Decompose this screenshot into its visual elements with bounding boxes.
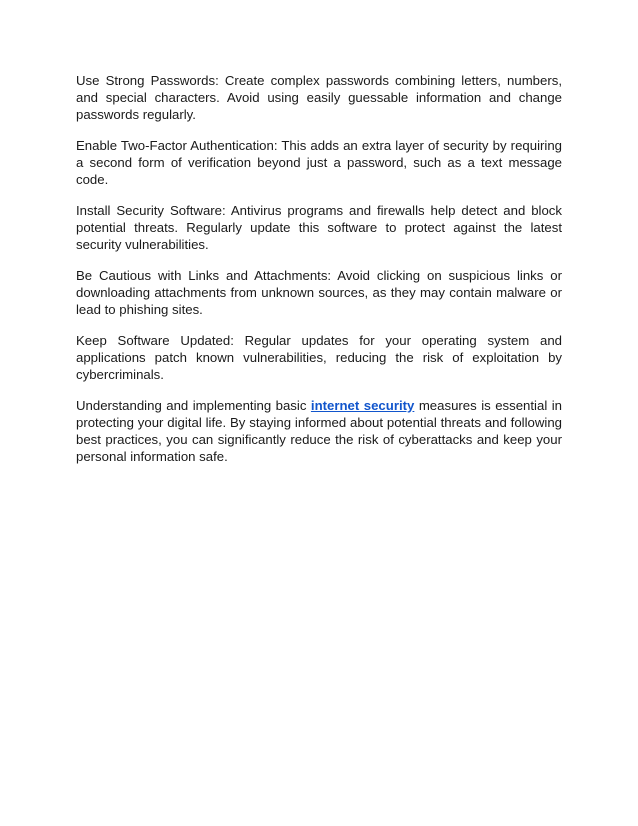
paragraph-links-attachments: Be Cautious with Links and Attachments: Avoid clicking on suspicious links or downloading attachments from unknown sources, as they may contain malware or lead to phishing sites.	[76, 268, 562, 317]
document-body	[76, 72, 562, 479]
paragraph-strong-passwords: Use Strong Passwords: Create complex passwords combining letters, numbers, and special characters. Avoid using easily guessable information and change passwords regularly.	[76, 73, 562, 122]
paragraph-conclusion	[76, 397, 562, 465]
paragraph-software-updates: Keep Software Updated: Regular updates for your operating system and applications patch known vulnerabilities, reducing the risk of exploitation by cybercriminals.	[76, 333, 562, 382]
conclusion-text-before-link: Understanding and implementing basic	[76, 398, 311, 413]
conclusion-text-after-link: measures is essential in protecting your digital life. By staying informed about potential threats and following best practices, you can significantly reduce the risk of cyberattacks and keep your personal information safe.	[76, 398, 562, 464]
internet-security-link[interactable]: internet security	[310, 398, 415, 413]
paragraph-two-factor-auth: Enable Two-Factor Authentication: This adds an extra layer of security by requiring a second form of verification beyond just a password, such as a text message code.	[76, 138, 562, 187]
paragraph-security-software: Install Security Software: Antivirus programs and firewalls help detect and block potential threats. Regularly update this software to protect against the latest security vulnerabilities.	[76, 203, 562, 252]
